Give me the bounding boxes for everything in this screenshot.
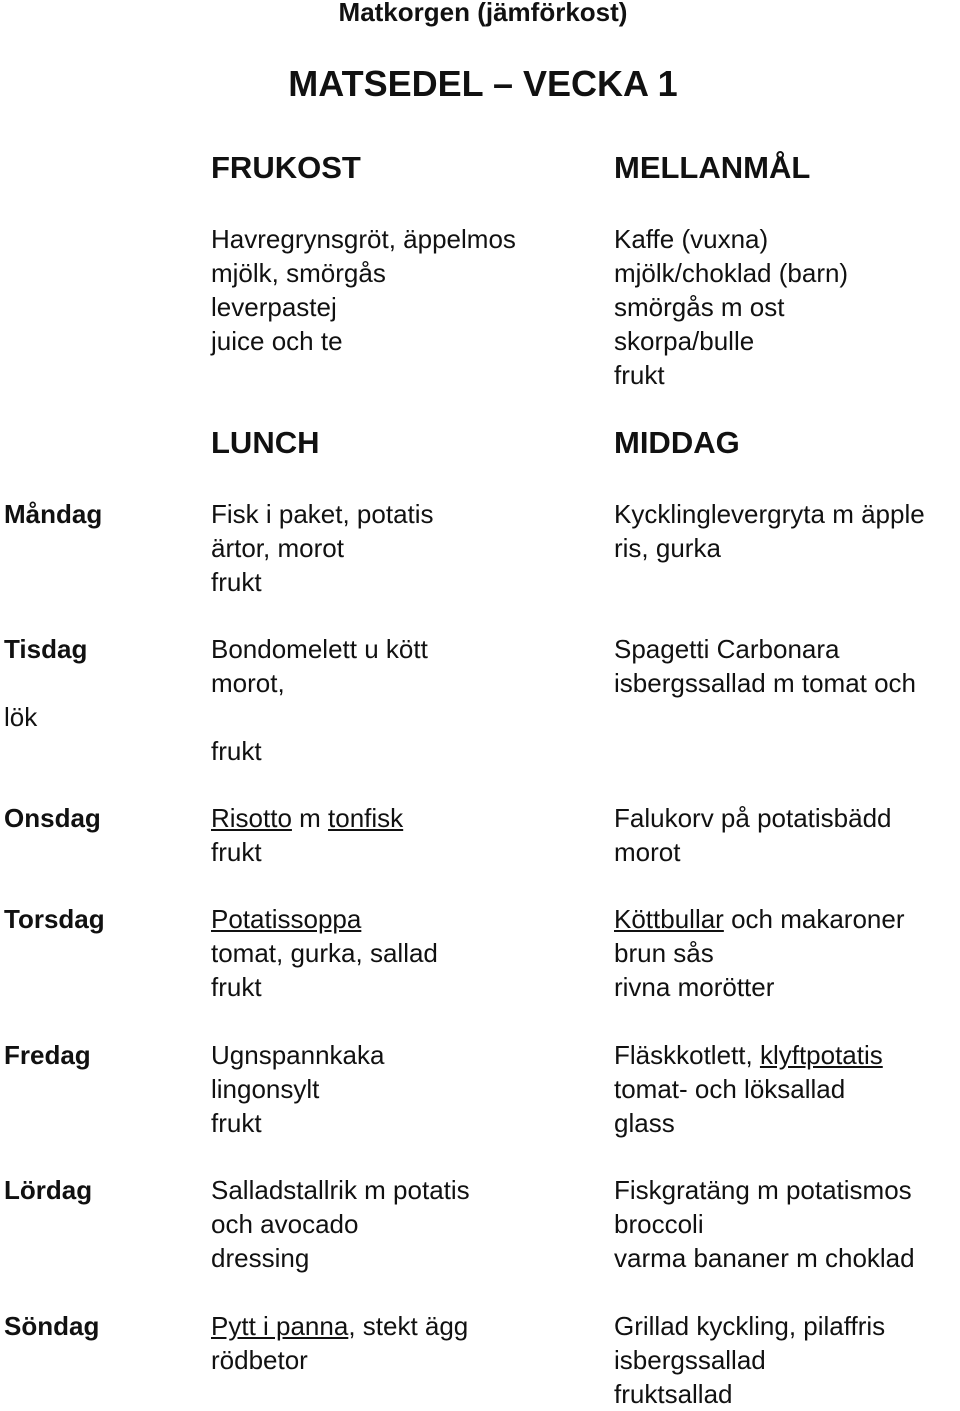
lunch-line: och avocado [211,1209,359,1239]
middag-line: fruktsallad [614,1379,733,1409]
frukost-line: leverpastej [211,292,337,322]
frukost-line: Havregrynsgröt, äppelmos [211,224,516,254]
lunch-line: rödbetor [211,1345,308,1375]
lunch-fredag [211,1038,384,1140]
lunch-line: dressing [211,1243,310,1273]
middag-line [614,1038,883,1072]
middag-line: Kycklinglevergryta m äpple [614,499,925,529]
lunch-link: tonfisk [328,803,404,833]
middag-line: varma bananer m choklad [614,1243,915,1273]
middag-sondag [614,1309,885,1411]
frukost-line: juice och te [211,326,343,356]
lunch-text: , stekt ägg [348,1311,469,1341]
day-fredag: Fredag [4,1040,91,1070]
lunch-line: Salladstallrik m potatis [211,1175,470,1205]
lunch-line: frukt [211,736,262,766]
header-lunch: LUNCH [211,425,320,460]
lunch-line: Ugnspannkaka [211,1040,385,1070]
mellanmal-line: mjölk/choklad (barn) [614,258,849,288]
header-middag: MIDDAG [614,425,740,460]
lunch-line [211,1309,468,1343]
lunch-torsdag [211,902,438,1004]
lunch-line: lingonsylt [211,1074,320,1104]
day-onsdag: Onsdag [4,803,101,833]
middag-link: Köttbullar [614,904,724,934]
lunch-link: Pytt i panna [211,1311,349,1341]
lunch-line [211,801,403,835]
mellanmal-line: smörgås m ost [614,292,785,322]
mellanmal-line: Kaffe (vuxna) [614,224,769,254]
lunch-line: Potatissoppa [211,904,362,934]
middag-onsdag [614,801,892,869]
lunch-line: frukt [211,837,262,867]
middag-line: Falukorv på potatisbädd [614,803,892,833]
middag-line: glass [614,1108,675,1138]
middag-link: klyftpotatis [759,1040,883,1070]
mellanmal-line: frukt [614,360,665,390]
tisdag-overflow-text: lök [4,702,38,732]
middag-line: isbergssallad m tomat och [614,668,917,698]
lunch-link: Risotto [211,803,292,833]
middag-line: Spagetti Carbonara [614,634,840,664]
header-frukost: FRUKOST [211,150,361,185]
middag-line: ris, gurka [614,533,721,563]
day-sondag: Söndag [4,1311,100,1341]
lunch-line: frukt [211,1108,262,1138]
middag-tisdag [614,632,916,700]
frukost-menu [211,222,516,358]
lunch-line: morot, [211,668,285,698]
lunch-line: frukt [211,567,262,597]
lunch-line: tomat, gurka, sallad [211,938,438,968]
middag-line: brun sås [614,938,714,968]
page-title: MATSEDEL – VECKA 1 [288,63,678,104]
mellanmal-line: skorpa/bulle [614,326,755,356]
middag-line: broccoli [614,1209,704,1239]
subtitle: Matkorgen (jämförkost) [338,0,628,27]
lunch-sondag [211,1309,468,1377]
middag-text: Fläskkotlett, [614,1040,760,1070]
header-mellanmal: MELLANMÅL [614,150,811,185]
lunch-onsdag [211,801,403,869]
day-mandag: Måndag [4,499,103,529]
mellanmal-menu [614,222,848,392]
lunch-lordag [211,1173,470,1275]
middag-line: isbergssallad [614,1345,766,1375]
middag-line: rivna morötter [614,972,775,1002]
middag-line [614,902,905,936]
middag-line: morot [614,837,681,867]
lunch-tisdag [211,632,428,700]
lunch-line: Fisk i paket, potatis [211,499,434,529]
middag-mandag [614,497,925,565]
middag-lordag [614,1173,915,1275]
middag-fredag [614,1038,883,1140]
frukost-line: mjölk, smörgås [211,258,386,288]
lunch-line: ärtor, morot [211,533,344,563]
middag-line: Grillad kyckling, pilaffris [614,1311,886,1341]
middag-text: och makaroner [723,904,905,934]
lunch-line: Bondomelett u kött [211,634,428,664]
lunch-line: frukt [211,972,262,1002]
day-lordag: Lördag [4,1175,93,1205]
middag-line: tomat- och löksallad [614,1074,846,1104]
middag-line: Fiskgratäng m potatismos [614,1175,912,1205]
day-tisdag: Tisdag [4,634,88,664]
lunch-mandag [211,497,434,599]
lunch-text: m [291,803,329,833]
middag-torsdag [614,902,905,1004]
day-torsdag: Torsdag [4,904,105,934]
